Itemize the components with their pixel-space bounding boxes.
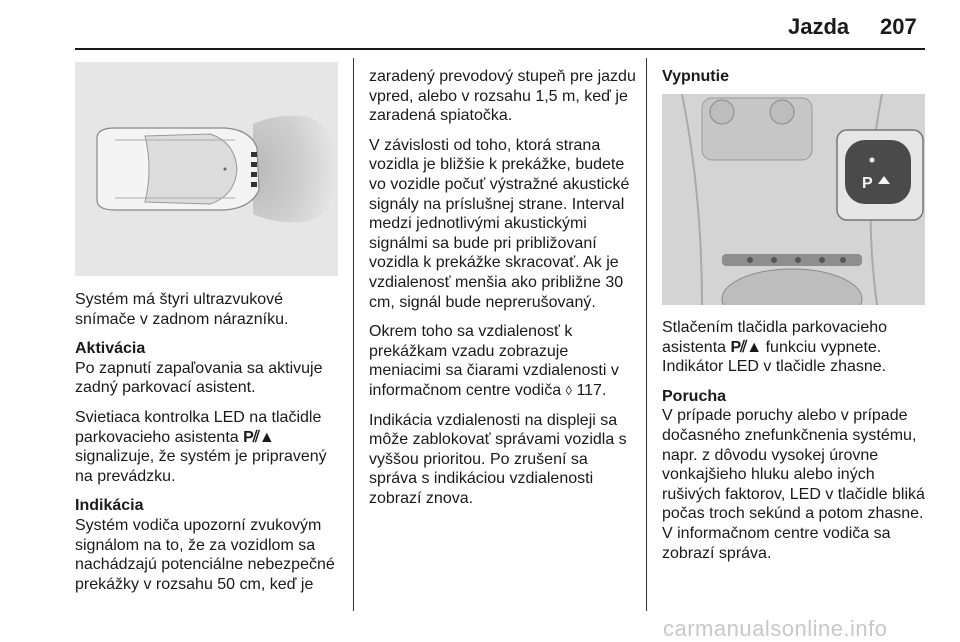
page-reference-link[interactable]: 117.	[576, 381, 607, 399]
fault-heading: Porucha	[662, 387, 727, 405]
page-number: 207	[880, 14, 917, 39]
column-divider-left	[353, 58, 354, 611]
indication-section	[75, 496, 345, 594]
middle-paragraph-2: V závislosti od toho, ktorá strana vozidla je bližšie k prekážke, budete vo vozidle počuť výstražné akustické signály na príslušnej strane. Interval medzi jednotlivými akustickými signálmi sa bude pri približovaní vozidla k prekážke skracovať. Ak je vzdialenosť menšia ako približne 30 cm, signál bude neprerušovaný.	[369, 136, 630, 311]
middle-paragraph-1: zaradený prevodový stupeň pre jazdu vpred, alebo v rozsahu 1,5 m, keď je zaradená spiatočka.	[369, 68, 636, 125]
car-top-view-icon	[75, 62, 338, 276]
off-text-a: Stlačením tlačidla parkovacieho asistenta	[662, 319, 888, 356]
indication-text: Systém vodiča upozorní zvukovým signálom na to, že za vozidlom sa nachádzajú potenciálne nebezpečné prekážky v rozsahu 50 cm, keď je	[75, 516, 335, 593]
header-rule	[75, 48, 925, 50]
column-middle	[369, 67, 637, 518]
parking-assist-icon: P⫽▲	[243, 428, 274, 446]
activation-heading: Aktivácia	[75, 340, 146, 358]
button-p-symbol: P	[862, 175, 873, 192]
column-divider-right	[646, 58, 647, 611]
column-right	[662, 67, 930, 87]
watermark: carmanualsonline.info	[663, 616, 888, 641]
page-reference-icon: ◊	[565, 382, 572, 398]
activation-text: Po zapnutí zapaľovania sa aktivuje zadný parkovací asistent.	[75, 359, 323, 397]
middle-paragraph-4: Indikácia vzdialenosti na displeji sa môže zablokovať správami vozidla s vyššou prioritou. Po zrušení sa správa s indikáciou vzdialenosti zobrazí znova.	[369, 411, 627, 507]
off-paragraph	[662, 318, 930, 377]
activation-text-2a: Svietiaca kontrolka LED na tlačidle parkovacieho asistenta	[75, 408, 322, 446]
middle-text-3a: Okrem toho sa vzdialenosť k prekážkam vzadu zobrazuje meniacimi sa čiarami vzdialenosti v informačnom centre vodiča	[369, 323, 619, 399]
car-sensor-illustration	[75, 62, 338, 276]
dashboard-button-illustration	[662, 94, 925, 305]
intro-paragraph: Systém má štyri ultrazvukové snímače v zadnom nárazníku.	[75, 291, 289, 328]
indication-heading: Indikácia	[75, 497, 144, 515]
fault-text: V prípade poruchy alebo v prípade dočasného znefunkčnenia systému, napr. z dôvodu vysokej úrovne vonkajšieho hluku alebo iných rušivých faktorov, LED v tlačidle bliká počas troch sekúnd a potom zhasne. V informačnom centre vodiča sa zobrazí správa.	[662, 407, 925, 562]
center-console-icon	[662, 94, 925, 305]
off-heading: Vypnutie	[662, 68, 729, 85]
off-text-b: funkciu vypnete. Indikátor LED v tlačidle zhasne.	[662, 338, 887, 376]
parking-assist-icon-2: P⫽▲	[730, 338, 762, 356]
column-left	[75, 290, 345, 604]
middle-paragraph-3	[369, 322, 637, 400]
activation-section	[75, 339, 345, 398]
activation-text-2b: signalizuje, že systém je pripravený na prevádzku.	[75, 448, 327, 485]
column-right-text	[662, 318, 930, 573]
fault-section	[662, 387, 930, 563]
page-header-title: Jazda	[788, 14, 850, 39]
activation-paragraph-2	[75, 408, 345, 486]
